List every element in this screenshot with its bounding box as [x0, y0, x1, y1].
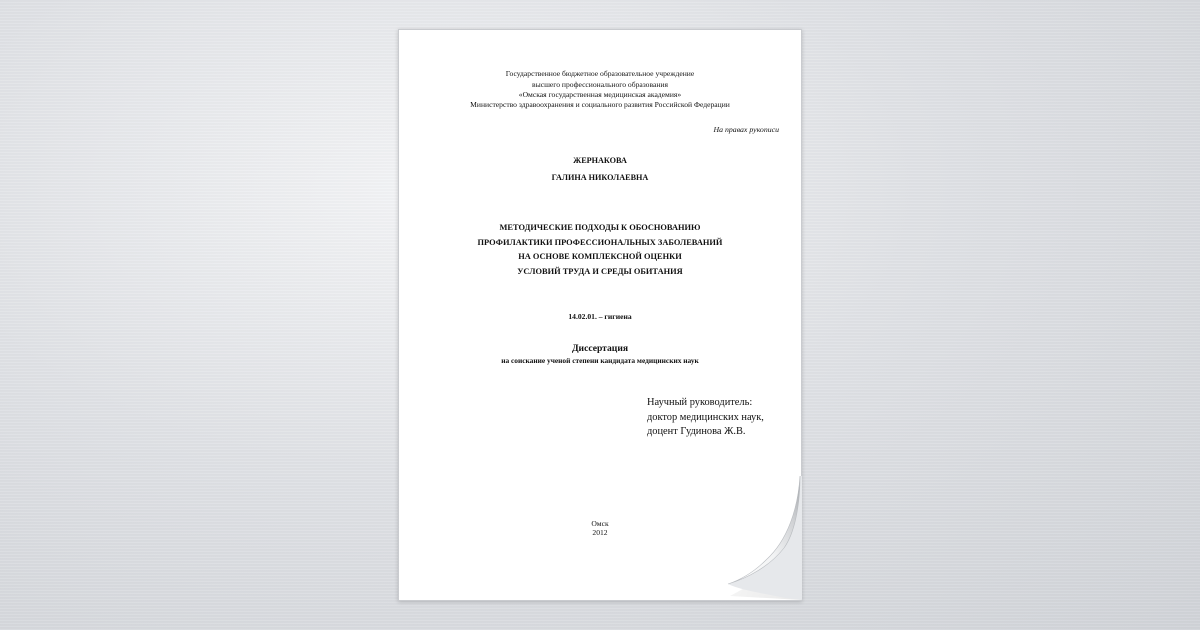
specialty: 14.02.01. – гигиена [568, 312, 632, 321]
manuscript-note: На правах рукописи [713, 125, 779, 134]
title-line-4: УСЛОВИЙ ТРУДА И СРЕДЫ ОБИТАНИЯ [517, 267, 683, 276]
dissertation-label: Диссертация [571, 343, 629, 354]
title-line-3: НА ОСНОВЕ КОМПЛЕКСНОЙ ОЦЕНКИ [518, 252, 682, 261]
advisor-line-3: доцент Гудинова Ж.В. [647, 426, 746, 437]
document-page [398, 29, 802, 601]
footer-year: 2012 [592, 528, 608, 537]
advisor-line-2: доктор медицинских наук, [647, 412, 764, 423]
title-line-2: ПРОФИЛАКТИКИ ПРОФЕССИОНАЛЬНЫХ ЗАБОЛЕВАНИЙ [477, 238, 723, 247]
title-line-1: МЕТОДИЧЕСКИЕ ПОДХОДЫ К ОБОСНОВАНИЮ [499, 223, 701, 232]
author-given-names: ГАЛИНА НИКОЛАЕВНА [551, 173, 649, 182]
dissertation-degree: на соискание ученой степени кандидата медицинских наук [501, 356, 699, 365]
institution-line-4: Министерство здравоохранения и социального развития Российской Федерации [470, 100, 730, 109]
institution-line-1: Государственное бюджетное образовательное учреждение [505, 69, 695, 78]
author-surname: ЖЕРНАКОВА [573, 156, 627, 165]
institution-line-2: высшего профессионального образования [532, 80, 668, 89]
advisor-line-1: Научный руководитель: [647, 397, 753, 408]
institution-line-3: «Омская государственная медицинская академия» [518, 90, 682, 99]
footer-city: Омск [591, 519, 609, 528]
